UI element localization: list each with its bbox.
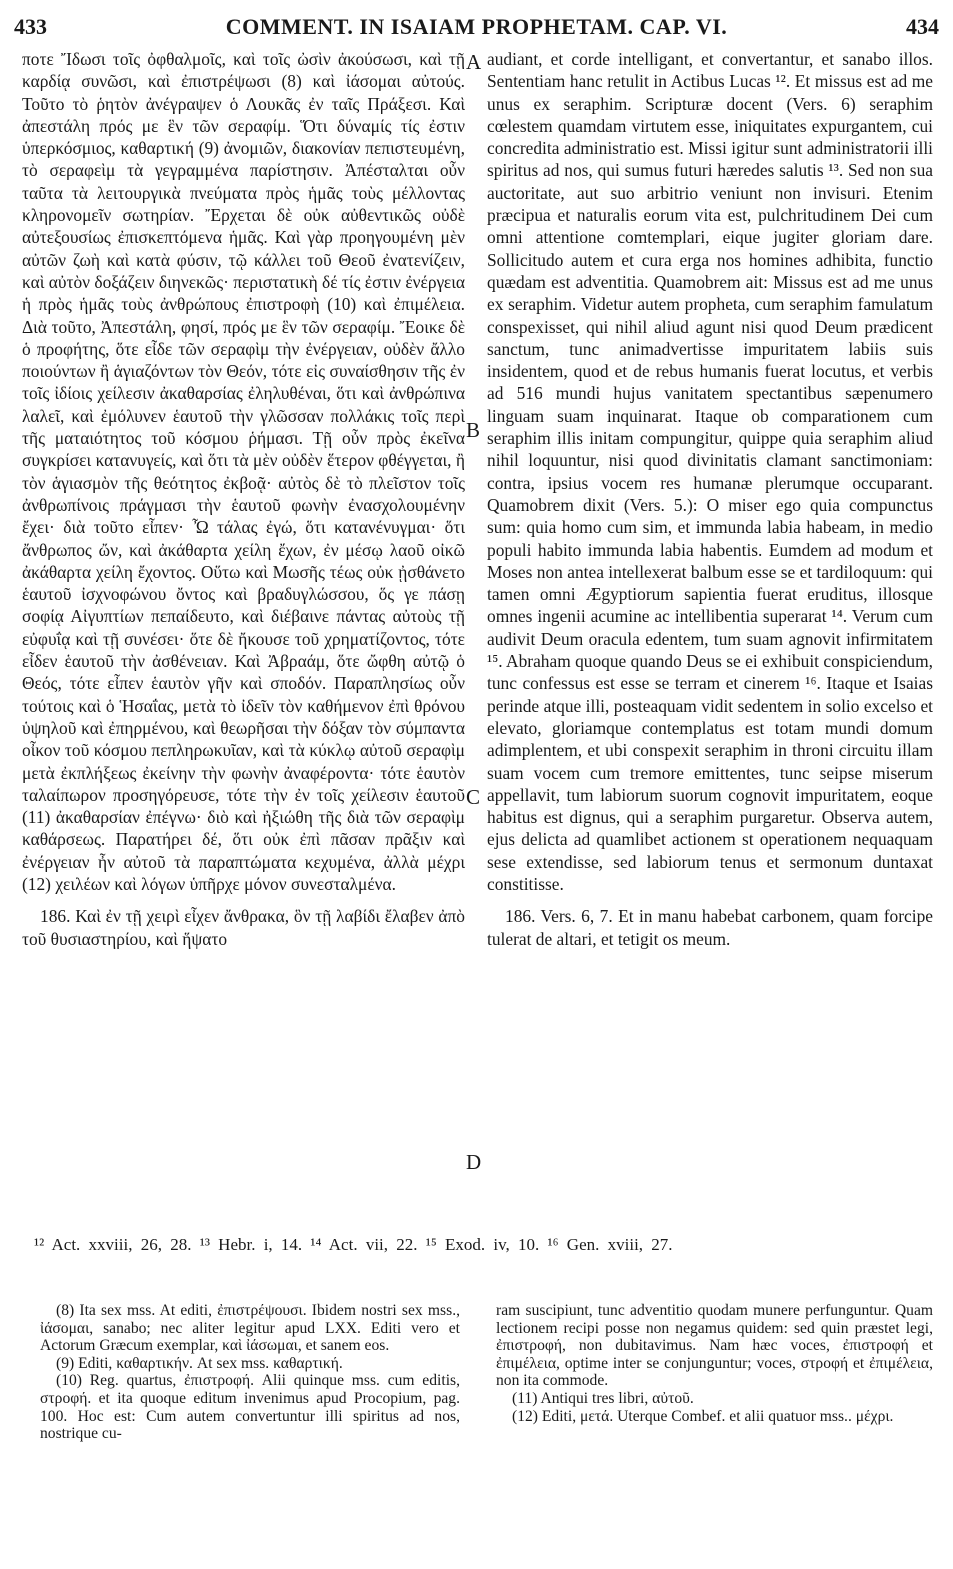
note-11: (11) Antiqui tres libri, αὐτοῦ. (512, 1389, 694, 1407)
margin-letter-c: C (466, 785, 481, 809)
margin-letter-d: D (466, 1150, 482, 1174)
scripture-references: ¹² Act. xxviii, 26, 28. ¹³ Hebr. i, 14. ¹⁴ Act. vii, 22. ¹⁵ Exod. iv, 10. ¹⁶ Gen. xviii, 27. (34, 1235, 673, 1254)
note-10: (10) Reg. quartus, ἐπιστροφή. Alii quinque mss. cum editis, στροφή. et ita quoque editum invenimus apud Procopium, pag. 100. Hoc est: Cum autem convertuntur illi spiritus ad nos, nostrique cu- (40, 1372, 460, 1443)
latin-paragraph: audiant, et corde intelligant, et convertantur, et sanabo illos. Sententiam hanc retulit in Actibus Lucas ¹². Et missus est ad me unus ex seraphim. Scripturæ docent (Vers. 6) seraphim cœlestem quamdam virtutem esse, iniquitates expurgantem, cui concredita administratio est. Missi igitur sunt administratorii illi spiritus ad nos, qui sumus futuri hæredes salutis ¹³. Sed non sua auctoritate, aut suo arbitrio veniunt non invisuri. Etenim præcipua et naturalis eorum vita est, pulchritudinem Dei cum omni attentione comtemplari, eique jugiter gloriam dare. Sollicitudo autem et cura erga nos homines adhibita, functio quædam est adventitia. Quamobrem ait: Missus est ad me unus ex seraphim. Videtur autem propheta, cum seraphim famulatum conspexisset, qui nihil aliud agunt nisi quod Deum prædicent sanctum, tunc animadvertisse impuritatem labiis suis insidentem, quod et de rebus humanis fuerat locutus, et verbis ad 516 mundi hujus vanitatem spectantibus sæpenumero linguam suam inquinarat. Itaque ob comparationem cum seraphim illis initam compungitur, quippe quia seraphim aliud nihil loquuntur, nisi quod divinitatis clamant sanctimoniam: contra, ipsius vocem res humanæ plerumque occuparant. Quamobrem dixit (Vers. 5.): O miser ego quia compunctus sum: quia homo cum sim, et immunda labia habeam, in medio populi habito immunda labia habentis. Eumdem ad modum et Moses non antea intellexerat balbum esse se et tardiloquum: qui tamen omni Ægyptiorum sapientia fuerat eruditus, illosque omnes ingenii acumine ac intellibentia superarat ¹⁴. Verum cum audivit Deum oracula edentem, tum suam agnovit infirmitatem ¹⁵. Abraham quoque quando Deus se ei exhibuit conspiciendum, tunc confessus est esse se terram et cinerem ¹⁶. Itaque et Isaias perinde atque illi, posteaquam vidit sedentem in solio excelso et elevato, gloriamque contemplatus est totam mundi domum adimplentem, et ubi conspexit seraphim in throni circuitu illam suam vocem cum tremore emittentes, tunc seipse miserum appellavit, tum labiorum suorum cognovit impuritatem, eoque habitus est dignus, qui a seraphim purgaretur. Observa autem, ejus delicta ad quamlibet actionem st operationem nequaquam sese extendisse, sed labiorum tenus et sermonum duntaxat constitisse. (487, 49, 933, 894)
greek-column (22, 48, 465, 950)
greek-paragraph-186: 186. Καὶ ἐν τῇ χειρὶ εἶχεν ἄνθρακα, ὃν τῇ λαβίδι ἔλαβεν ἀπὸ τοῦ θυσιαστηρίου, καὶ ἥψατο (22, 906, 465, 949)
note-12: (12) Editi, μετά. Uterque Combef. et alii quatuor mss.. μέχρι. (512, 1407, 894, 1425)
page-number-left: 433 (14, 14, 47, 39)
greek-paragraph: ποτε Ἴδωσι τοῖς ὀφθαλμοῖς, καὶ τοῖς ὠσὶν ἀκούσωσι, καὶ τῇ καρδίᾳ συνῶσι, καὶ ἐπιστρέψωσι (8) καὶ ἰάσομαι αὐτούς. Τοῦτο τὸ ῥητὸν ἀνέγραψεν ὁ Λουκᾶς ἐν ταῖς Πράξεσι. Καὶ ἀπεστάλη πρός με ἓν τῶν σεραφίμ. Ὅτι δύναμίς τίς ἐστιν ὑπερκόσμιος, καθαρτική (9) ἀνομιῶν, διακονίαν πεπιστευμένη, τὸ σεραφεὶμ τὰ γεγραμμένα παρίστησιν. Ἀπέσταλται οὖν ταῦτα τὰ λειτουργικὰ πνεύματα πρὸς ἡμᾶς τοὺς μέλλοντας κληρονομεῖν σωτηρίαν. Ἔρχεται δὲ οὐκ αὐθεντικῶς οὐδὲ αὐτεξουσίως ἐπισκεπτόμενα ἡμᾶς. Καὶ γὰρ προηγουμένη μὲν αὐτῶν ζωὴ καὶ κατὰ φύσιν, τῷ κάλλει τοῦ Θεοῦ ἐνατενίζειν, καὶ αὐτὸν δοξάζειν διηνεκῶς· περιστατικὴ δέ τίς ἐστιν ἐνέργεια ἡ πρὸς ἡμᾶς τοὺς ἀνθρώπους ἐπιστροφὴ (10) καὶ ἐπιμέλεια. Διὰ τοῦτο, Ἀπεστάλη, φησί, πρός με ἓν τῶν σεραφίμ. Ἔοικε δὲ ὁ προφήτης, ὅτε εἶδε τῶν σεραφὶμ τὴν ἐνέργειαν, οὐδὲν ἄλλο ποιούντων ἢ ἁγιαζόντων τὸν Θεόν, τότε εἰς συναίσθησιν τῆς ἐν τοῖς ἰδίοις χείλεσιν ἀκαθαρσίας ἐληλυθέναι, ὅτι καὶ ἀνθρώπινα λαλεῖ, καὶ ἐμόλυνεν ἑαυτοῦ τὴν γλῶσσαν πολλάκις τοῖς περὶ τῆς ματαιότητος τοῦ κόσμου ῥήμασι. Τῇ οὖν πρὸς ἐκεῖνα συγκρίσει κατανυγείς, καὶ ὅτι τὰ μὲν οὐδὲν ἕτερον φθέγγεται, ἢ τὸν ἁγιασμὸν τῆς θεότητος ἐκβοᾷ· αὐτὸς δὲ τὸ πλεῖστον τοῖς ἀνθρωπίνοις πράγμασι τὴν ἑαυτοῦ φωνὴν ἐνασχολουμένην ἔχει· διὰ τοῦτο εἶπεν· Ὦ τάλας ἐγώ, ὅτι κατανένυγμαι· ὅτι ἄνθρωπος ὤν, καὶ ἀκάθαρτα χείλη ἔχων, ἐν μέσῳ λαοῦ οἰκῶ ἀκάθαρτα χείλη ἔχοντος. Οὕτω καὶ Μωσῆς τέως οὐκ ᾐσθάνετο ἑαυτοῦ ἰσχνοφώνου ὄντος καὶ βραδυγλώσσου, ὅς γε πάσῃ σοφίᾳ Αἰγυπτίων πεπαίδευτο, καὶ διέβαινε πάντας αὐτοὺς τῇ εὐφυΐᾳ καὶ τῇ συνέσει· ὅτε δὲ ἤκουσε τοῦ χρηματίζοντος, τότε εἶδεν ἑαυτοῦ τὴν ἀσθένειαν. Καὶ Ἀβραάμ, ὅτε ὤφθη αὐτῷ ὁ Θεός, τότε εἶπεν ἑαυτὸν γῆν καὶ σποδόν. Παραπλησίως οὖν τούτοις καὶ ὁ Ἡσαΐας, μετὰ τὸ ἰδεῖν τὸν καθήμενον ἐπὶ θρόνου ὑψηλοῦ καὶ ἐπηρμένου, καὶ θεωρῆσαι τὴν δόξαν τὸν σύμπαντα οἶκον τοῦ κόσμου πεπληρωκυῖαν, καὶ τὰ κύκλῳ αὐτοῦ σεραφὶμ μετὰ ἐκπλήξεως ἐκείνην τὴν φωνὴν ἀναφέροντα· τότε ἑαυτὸν ταλαίπωρον προσηγόρευσε, τότε τὴν ἐν τοῖς χείλεσιν ἑαυτοῦ (11) ἀκαθαρσίαν ἐπέγνω· διὸ καὶ ἠξιώθη τῆς διὰ τῶν σεραφὶμ καθάρσεως. Παρατήρει δέ, ὅτι οὐκ ἐπὶ πᾶσαν πρᾶξιν καὶ ἐνέργειαν ἦν αὐτοῦ τὰ παραπτώματα κεχυμένα, ἀλλὰ μέχρι (12) χειλέων καὶ λόγων ὑπῆρχε μόνον συνεσταλμένα. (22, 49, 465, 894)
latin-column (487, 48, 933, 950)
notes-left-column (40, 1302, 460, 1443)
latin-paragraph-186: 186. Vers. 6, 7. Et in manu habebat carbonem, quam forcipe tulerat de altari, et tetigit os meum. (487, 906, 933, 949)
note-10-continued: ram suscipiunt, tunc adventitio quodam munere perfunguntur. Quam lectionem recipi posse non negamus quidem: sed quin præstet legi, ἐπιστροφή, non dubitavimus. Nam hæc voces, ἐπιστροφή et ἐπιμέλεια, optime inter se conjunguntur; voces, στροφή et ἐπιμέλεια, non ita commode. (496, 1302, 933, 1390)
margin-letter-b: B (466, 418, 481, 442)
running-header (14, 12, 939, 42)
note-9: (9) Editi, καθαρτικήν. At sex mss. καθαρτική. (56, 1354, 343, 1372)
margin-letter-a: A (466, 50, 482, 74)
running-title: COMMENT. IN ISAIAM PROPHETAM. CAP. VI. (225, 14, 728, 39)
notes-right-column (496, 1302, 933, 1425)
page-number-right: 434 (906, 14, 939, 39)
note-8: (8) Ita sex mss. At editi, ἐπιστρέψουσι. Ibidem nostri sex mss., ἰάσομαι, sanabo; nec aliter legitur apud LXX. Editi vero et Actorum Græcum exemplar, καὶ ἰάσωμαι, et sanem eos. (40, 1302, 460, 1355)
